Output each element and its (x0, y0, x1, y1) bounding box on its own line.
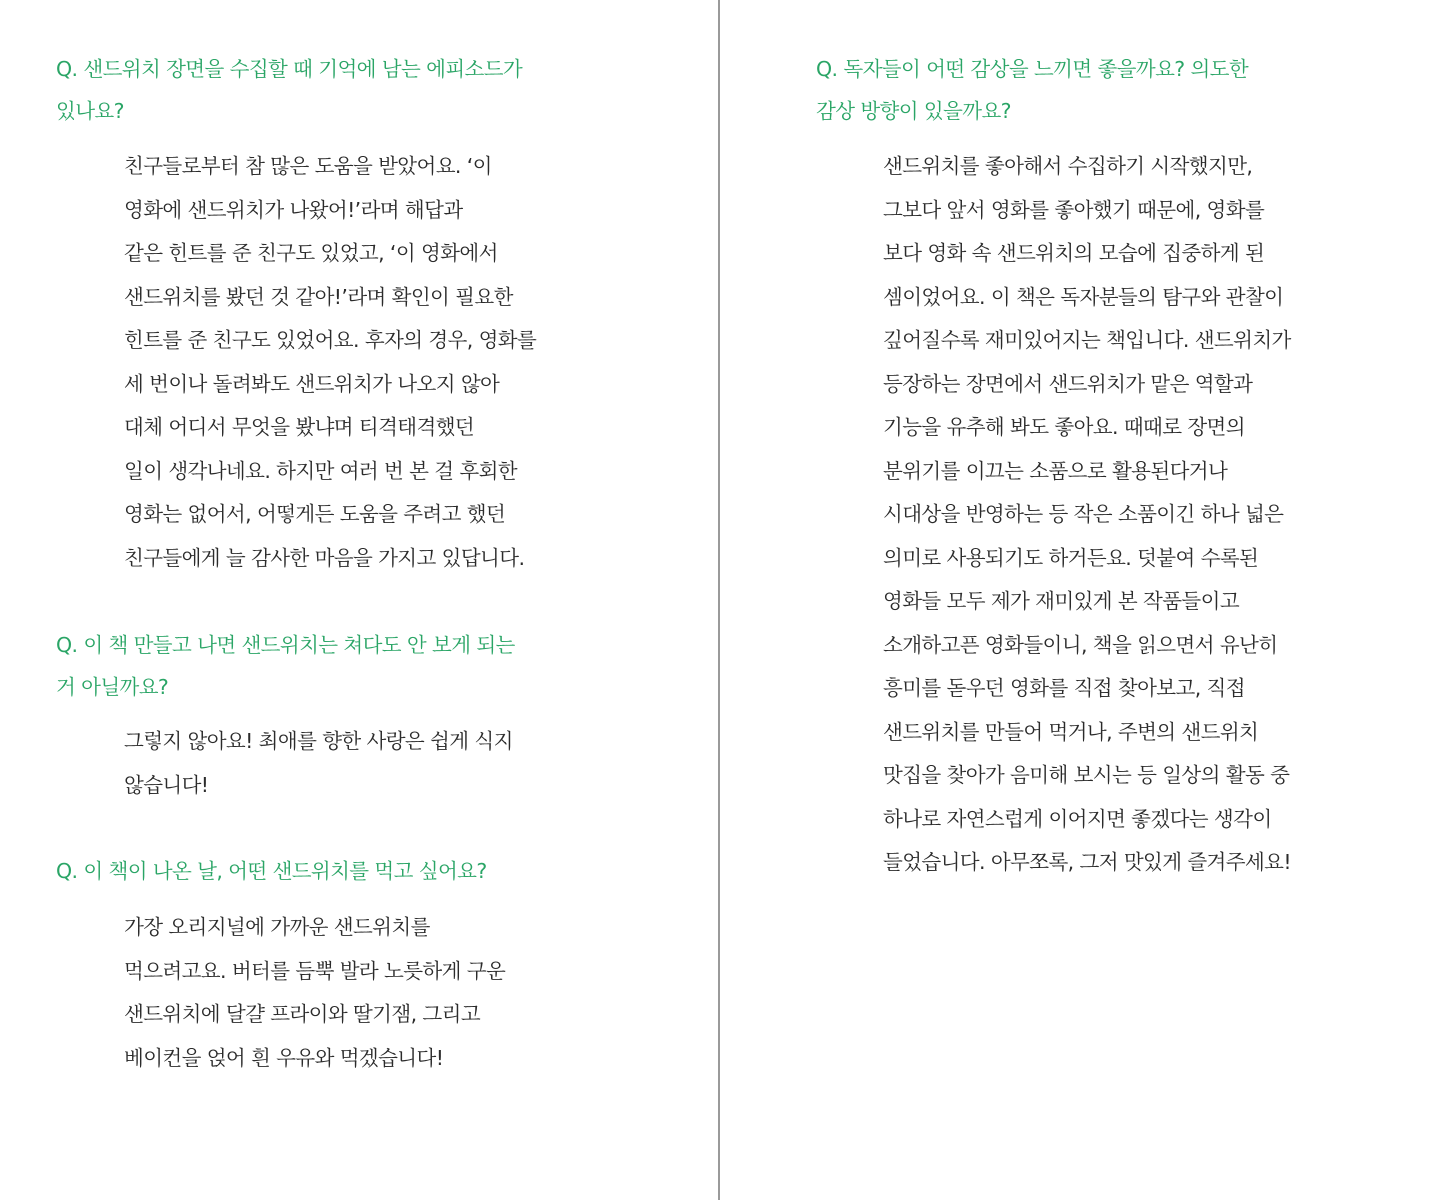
answer-line: 셈이었어요. 이 책은 독자분들의 탐구와 관찰이 (883, 284, 1284, 309)
question-line: Q. 독자들이 어떤 감상을 느끼면 좋을까요? 의도한 (816, 57, 1249, 81)
answer-tired-of-sandwiches (124, 720, 513, 807)
answer-episode (124, 145, 536, 580)
answer-line: 일이 생각나네요. 하지만 여러 번 본 걸 후회한 (124, 458, 517, 483)
answer-line: 대체 어디서 무엇을 봤냐며 티격태격했던 (124, 415, 475, 439)
answer-line: 가장 오리지널에 가까운 샌드위치를 (124, 915, 430, 939)
answer-line: 영화들 모두 제가 재미있게 본 작품들이고 (883, 589, 1240, 613)
answer-reader-impression (883, 145, 1291, 885)
answer-line: 세 번이나 돌려봐도 샌드위치가 나오지 않아 (124, 371, 500, 396)
answer-line: 흥미를 돋우던 영화를 직접 찾아보고, 직접 (883, 676, 1245, 700)
answer-line: 시대상을 반영하는 등 작은 소품이긴 하나 넓은 (883, 502, 1284, 526)
right-page (721, 0, 1440, 1200)
answer-line: 들었습니다. 아무쪼록, 그저 맛있게 즐겨주세요! (883, 850, 1291, 874)
answer-line: 영화는 없어서, 어떻게든 도움을 주려고 했던 (124, 502, 506, 526)
answer-line: 베이컨을 얹어 흰 우유와 먹겠습니다! (124, 1045, 444, 1070)
answer-line: 의미로 사용되기도 하거든요. 덧붙여 수록된 (883, 545, 1259, 570)
question-line: Q. 이 책 만들고 나면 샌드위치는 쳐다도 안 보게 되는 (56, 633, 515, 657)
page-gutter-divider (718, 0, 720, 1200)
left-page (0, 0, 719, 1200)
answer-line: 친구들에게 늘 감사한 마음을 가지고 있답니다. (124, 545, 525, 570)
answer-line: 샌드위치를 봤던 것 같아!’라며 확인이 필요한 (124, 284, 513, 309)
answer-line: 깊어질수록 재미있어지는 책입니다. 샌드위치가 (883, 328, 1291, 352)
question-release-day-sandwich (56, 850, 487, 892)
answer-line: 먹으려고요. 버터를 듬뿍 발라 노릇하게 구운 (124, 958, 506, 983)
answer-release-day-sandwich (124, 906, 505, 1080)
question-tired-of-sandwiches (56, 624, 515, 708)
question-line: Q. 이 책이 나온 날, 어떤 샌드위치를 먹고 싶어요? (56, 859, 487, 883)
answer-line: 샌드위치를 만들어 먹거나, 주변의 샌드위치 (883, 719, 1259, 744)
question-line: 거 아닐까요? (56, 675, 169, 699)
answer-line: 샌드위치를 좋아해서 수집하기 시작했지만, (883, 154, 1253, 178)
answer-line: 소개하고픈 영화들이니, 책을 읽으면서 유난히 (883, 632, 1278, 657)
question-line: 있나요? (56, 99, 124, 123)
answer-line: 기능을 유추해 봐도 좋아요. 때때로 장면의 (883, 415, 1245, 439)
question-episode (56, 48, 522, 132)
answer-line: 힌트를 준 친구도 있었어요. 후자의 경우, 영화를 (124, 328, 537, 352)
answer-line: 보다 영화 속 샌드위치의 모습에 집중하게 된 (883, 241, 1265, 265)
answer-line: 등장하는 장면에서 샌드위치가 맡은 역할과 (883, 371, 1253, 396)
answer-line: 같은 힌트를 준 친구도 있었고, ‘이 영화에서 (124, 241, 498, 265)
answer-line: 그보다 앞서 영화를 좋아했기 때문에, 영화를 (883, 197, 1265, 222)
answer-line: 맛집을 찾아가 음미해 보시는 등 일상의 활동 중 (883, 763, 1290, 787)
question-line: 감상 방향이 있을까요? (816, 99, 1011, 123)
answer-line: 친구들로부터 참 많은 도움을 받았어요. ‘이 (124, 154, 492, 178)
question-line: Q. 샌드위치 장면을 수집할 때 기억에 남는 에피소드가 (56, 57, 523, 81)
answer-line: 그렇지 않아요! 최애를 향한 사랑은 쉽게 식지 (124, 729, 513, 753)
question-reader-impression (816, 48, 1248, 132)
answer-line: 영화에 샌드위치가 나왔어!’라며 해답과 (124, 197, 463, 222)
answer-line: 하나로 자연스럽게 이어지면 좋겠다는 생각이 (883, 806, 1272, 831)
answer-line: 않습니다! (124, 772, 209, 797)
answer-line: 샌드위치에 달걀 프라이와 딸기잼, 그리고 (124, 1002, 481, 1026)
answer-line: 분위기를 이끄는 소품으로 활용된다거나 (883, 458, 1228, 483)
